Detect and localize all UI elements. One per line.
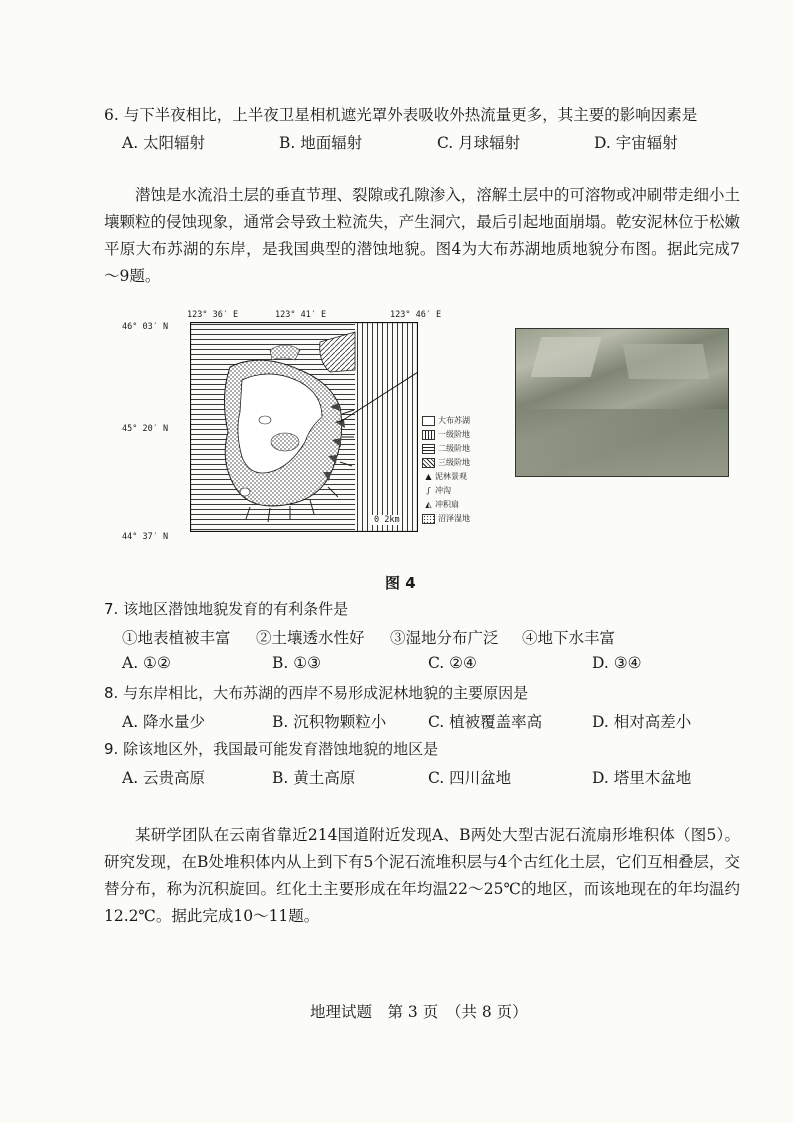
map-legend — [422, 415, 492, 535]
legend-label: 一级阶地 — [438, 430, 470, 439]
scale-bar: 0 2km — [374, 515, 400, 525]
q9-stem: 9. 除该地区外，我国最可能发育潜蚀地貌的地区是 — [104, 740, 439, 758]
q7-stem: 7. 该地区潜蚀地貌发育的有利条件是 — [104, 600, 349, 618]
lat-label-1: 46° 03′ N — [122, 322, 169, 332]
legend-item — [422, 429, 470, 443]
gully-icon: ∫ — [426, 486, 431, 495]
legend-label: 泥林景观 — [435, 472, 467, 481]
lat-label-3: 44° 37′ N — [122, 532, 169, 542]
lat-label-2: 45° 20′ N — [122, 424, 169, 434]
q6-stem: 6. 与下半夜相比，上半夜卫星相机遮光罩外表吸收外热流量更多，其主要的影响因素是 — [104, 106, 698, 124]
q7-item-2: ②土壤透水性好 — [256, 629, 365, 647]
legend-item — [422, 443, 470, 457]
legend-swatch-icon — [422, 416, 435, 426]
q9-option-a: A. 云贵高原 — [122, 769, 206, 787]
legend-item — [422, 457, 470, 471]
lon-label-3: 123° 46′ E — [390, 310, 442, 320]
figure-4 — [122, 310, 730, 545]
legend-label: 冲积扇 — [435, 500, 459, 509]
q6-option-a: A. 太阳辐射 — [122, 134, 206, 152]
q7-item-3: ③湿地分布广泛 — [390, 629, 499, 647]
q7-option-a: A. ①② — [122, 654, 171, 672]
q9-option-c: C. 四川盆地 — [428, 769, 512, 787]
q8-stem: 8. 与东岸相比，大布苏湖的西岸不易形成泥林地貌的主要原因是 — [104, 684, 529, 702]
legend-item — [422, 471, 467, 485]
legend-label: 沼泽湿地 — [438, 514, 470, 523]
lon-label-2: 123° 41′ E — [275, 310, 327, 320]
legend-label: 二级阶地 — [438, 444, 470, 453]
legend-label: 冲沟 — [435, 486, 451, 495]
lon-label-1: 123° 36′ E — [187, 310, 239, 320]
passage-2: 某研学团队在云南省靠近214国道附近发现A、B两处大型古泥石流扇形堆积体（图5）。研究发现，在B处堆积体内从上到下有5个泥石流堆积层与4个古红化土层，它们互相叠层，交替分布，称为沉积旋回。红化土主要形成在年均温22～25℃的地区，而该地现在的年均温约12.2℃。据此完成10～11题。 — [104, 826, 740, 925]
legend-label: 大布苏湖 — [438, 416, 470, 425]
q6-option-d: D. 宇宙辐射 — [594, 134, 678, 152]
legend-item — [422, 485, 451, 499]
q6-option-c: C. 月球辐射 — [437, 134, 521, 152]
q7-item-4: ④地下水丰富 — [522, 629, 616, 647]
q8-option-d: D. 相对高差小 — [592, 713, 692, 731]
legend-item — [422, 499, 459, 513]
legend-swatch-icon — [422, 444, 435, 454]
legend-swatch-icon — [422, 458, 435, 468]
photo-ground — [516, 409, 728, 476]
mud-forest-icon: ▲ — [425, 472, 432, 481]
q9-option-b: B. 黄土高原 — [272, 769, 356, 787]
photo-highlight — [531, 337, 602, 377]
q9-option-d: D. 塔里木盆地 — [592, 769, 692, 787]
q7-item-1: ①地表植被丰富 — [122, 629, 231, 647]
q7-option-d: D. ③④ — [592, 654, 642, 672]
page-footer: 地理试题 第 3 页 （共 8 页） — [310, 1003, 528, 1021]
legend-swatch-icon — [422, 514, 435, 524]
q8-option-b: B. 沉积物颗粒小 — [272, 713, 387, 731]
legend-label: 三级阶地 — [438, 458, 470, 467]
legend-swatch-icon — [422, 430, 435, 440]
mud-forest-photo — [515, 328, 729, 477]
q8-option-a: A. 降水量少 — [122, 713, 206, 731]
legend-item — [422, 415, 470, 429]
q6-option-b: B. 地面辐射 — [279, 134, 363, 152]
passage-1: 潜蚀是水流沿土层的垂直节理、裂隙或孔隙渗入，溶解土层中的可溶物或冲刷带走细小土壤颗粒的侵蚀现象，通常会导致土粒流失，产生洞穴，最后引起地面崩塌。乾安泥林位于松嫩平原大布苏湖的东岸，是我国典型的潜蚀地貌。图4为大布苏湖地质地貌分布图。据此完成7～9题。 — [104, 186, 740, 285]
q8-option-c: C. 植被覆盖率高 — [428, 713, 543, 731]
q7-option-c: C. ②④ — [428, 654, 477, 672]
lake-map — [190, 322, 418, 532]
figure-caption: 图 4 — [385, 574, 416, 592]
legend-item — [422, 513, 470, 527]
alluvial-fan-icon: ◭ — [425, 500, 432, 509]
photo-highlight — [623, 344, 709, 379]
q7-option-b: B. ①③ — [272, 654, 322, 672]
